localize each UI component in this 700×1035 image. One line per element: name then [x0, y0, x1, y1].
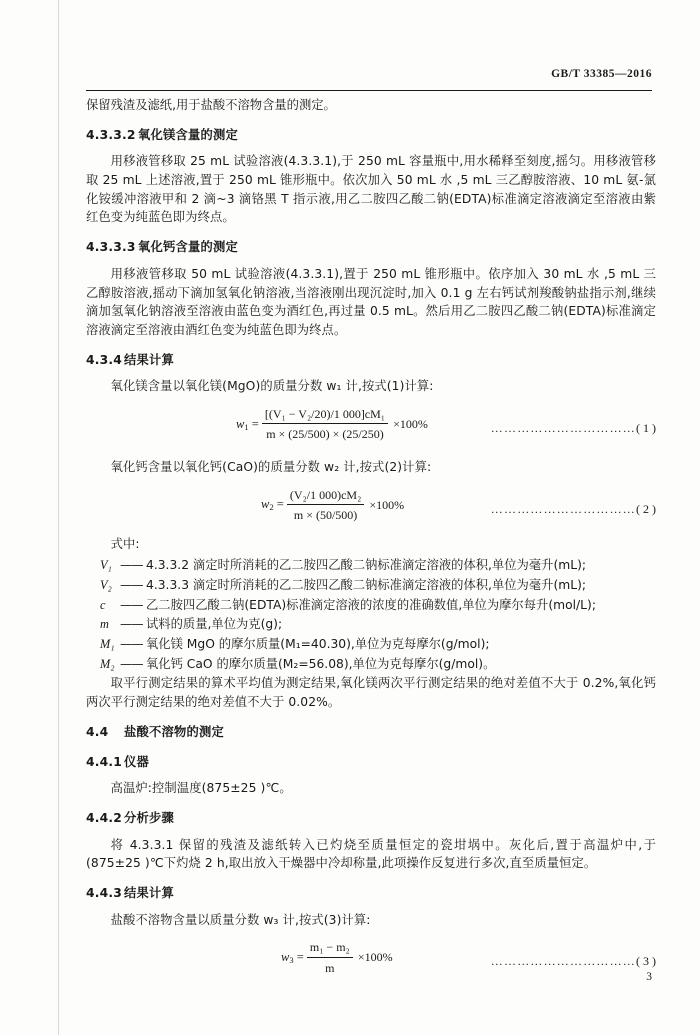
definition-item — [86, 576, 656, 595]
formula-1-lhs: w1 = — [236, 416, 259, 432]
formula-1-fraction — [262, 405, 388, 443]
heading-4-3-3-2 — [86, 126, 656, 145]
page-header — [86, 68, 670, 90]
definition-dash: —— — [120, 558, 143, 573]
definition-text: 乙二胺四乙酸二钠(EDTA)标准滴定溶液的浓度的准确数值,单位为摩尔每升(mol/L); — [146, 597, 596, 612]
paragraph-4-4-1: 高温炉:控制温度(875±25 )℃。 — [110, 781, 292, 796]
heading-4-3-3-2-number: 4.3.3.2 — [86, 127, 136, 142]
definition-text: 氧化钙 CaO 的摩尔质量(M₂=56.08),单位为克每摩尔(g/mol)。 — [146, 656, 496, 671]
definition-text: 氧化镁 MgO 的摩尔质量(M₁=40.30),单位为克每摩尔(g/mol); — [146, 637, 490, 652]
header-divider — [86, 90, 652, 91]
formula-2-fraction — [287, 486, 364, 524]
definition-symbol: M₂ — [100, 656, 115, 671]
heading-4-4-number: 4.4 — [86, 724, 109, 739]
heading-4-3-4 — [86, 351, 656, 370]
heading-4-4-2 — [86, 809, 656, 828]
formula-3-denominator: m — [325, 960, 335, 975]
formula-1 — [236, 405, 428, 443]
heading-4-3-3-3-number: 4.3.3.3 — [86, 240, 136, 255]
heading-4-3-4-number: 4.3.4 — [86, 352, 123, 367]
formula-2-denominator: m × (50/500) — [293, 507, 358, 522]
definition-dash: —— — [120, 578, 143, 592]
heading-4-4-1-number: 4.4.1 — [86, 754, 123, 769]
definition-symbol: M₁ — [100, 637, 115, 652]
formula-2-number: ……………………………( 2 ) — [490, 501, 656, 516]
heading-4-4-3-number: 4.4.3 — [86, 885, 123, 900]
formula-2 — [261, 486, 404, 524]
formula-3 — [281, 938, 393, 976]
heading-4-4-1-title: 仪器 — [124, 754, 149, 769]
heading-4-4-2-title: 分析步骤 — [124, 810, 174, 825]
definition-item — [86, 655, 656, 674]
paragraph-4-4-2: 将 4.3.3.1 保留的残渣及滤纸转入已灼烧至质量恒定的瓷坩埚中。灰化后,置于高温炉中,于(875±25 )℃下灼烧 2 h,取出放入干燥器中冷却称量,此项操作反复进行多次,直至质量恒定。 — [86, 837, 656, 871]
where-label: 式中: — [110, 536, 140, 551]
symbol-definition-list — [86, 556, 656, 673]
definition-text: 4.3.3.3 滴定时所消耗的乙二胺四乙酸二钠标准滴定溶液的体积,单位为毫升(mL); — [146, 578, 587, 592]
definition-symbol: c — [100, 597, 106, 612]
paragraph-cao-intro: 氧化钙含量以氧化钙(CaO)的质量分数 w₂ 计,按式(2)计算: — [110, 459, 432, 474]
heading-4-4-1 — [86, 753, 656, 772]
paragraph-4-3-3-3: 用移液管移取 50 mL 试验溶液(4.3.3.1),置于 250 mL 锥形瓶中。依序加入 30 mL 水 ,5 mL 三乙醇胺溶液,摇动下滴加氢氧化钠溶液,当溶液刚出现沉淀时,加入 0.1 g 左右钙试剂羧酸钠盐指示剂,继续滴加氢氧化钠溶液至溶液由蓝色变为酒红色,再过量 0.5 mL。然后用乙二胺四乙酸二钠(EDTA)标准滴定溶液滴定至溶液由酒红色变为纯蓝色即为终点。 — [86, 266, 656, 337]
heading-4-4-3 — [86, 884, 656, 903]
heading-4-4-3-title: 结果计算 — [124, 885, 174, 900]
page-number: 3 — [646, 971, 652, 983]
definition-symbol: V₁ — [100, 558, 112, 573]
formula-3-number: ……………………………( 3 ) — [490, 954, 656, 969]
definition-dash: —— — [120, 597, 143, 612]
formula-1-denominator: m × (25/500) × (25/250) — [266, 427, 384, 442]
paragraph-mgo-intro: 氧化镁含量以氧化镁(MgO)的质量分数 w₁ 计,按式(1)计算: — [110, 379, 434, 394]
document-body — [86, 96, 656, 985]
heading-4-3-3-3 — [86, 238, 656, 257]
formula-1-tail: ×100% — [393, 417, 428, 432]
paragraph-top: 保留残渣及滤纸,用于盐酸不溶物含量的测定。 — [86, 98, 336, 112]
definition-symbol: m — [100, 617, 109, 632]
formula-2-numerator: (V₂/1 000)cM₂ — [287, 486, 364, 505]
definition-dash: —— — [120, 637, 143, 652]
formula-3-tail: ×100% — [357, 950, 393, 965]
heading-4-3-3-2-title: 氧化镁含量的测定 — [138, 127, 238, 142]
left-margin-rule — [58, 0, 59, 1035]
formula-3-fraction — [307, 938, 353, 976]
formula-1-number: ……………………………( 1 ) — [490, 420, 656, 435]
definition-item — [86, 596, 656, 615]
formula-3-lhs: w3 = — [281, 950, 304, 966]
heading-4-4-title: 盐酸不溶物的测定 — [124, 724, 224, 739]
formula-2-row — [86, 486, 656, 526]
definition-item — [86, 556, 656, 575]
formula-3-numerator: m₁ − m₂ — [307, 938, 353, 957]
formula-1-numerator: [(V₁ − V₂/20)/1 000]cM₁ — [262, 405, 388, 424]
heading-4-4-2-number: 4.4.2 — [86, 810, 123, 825]
heading-4-4 — [86, 723, 656, 742]
formula-2-lhs: w2 = — [261, 497, 284, 513]
definition-item — [86, 615, 656, 634]
definition-dash: —— — [120, 656, 143, 671]
paragraph-4-4-3: 盐酸不溶物含量以质量分数 w₃ 计,按式(3)计算: — [110, 912, 371, 927]
heading-4-3-4-title: 结果计算 — [124, 352, 174, 367]
paragraph-precision: 取平行测定结果的算术平均值为测定结果,氧化镁两次平行测定结果的绝对差值不大于 0.2%,氧化钙两次平行测定结果的绝对差值不大于 0.02%。 — [86, 676, 656, 710]
paragraph-4-3-3-2: 用移液管移取 25 mL 试验溶液(4.3.3.1),于 250 mL 容量瓶中,用水稀释至刻度,摇匀。用移液管移取 25 mL 上述溶液,置于 250 mL 锥形瓶中。依次加入 50 mL 水 ,5 mL 三乙醇胺溶液、10 mL 氨-氯化铵缓冲溶液甲和 2 滴~3 滴铬黑 T 指示液,用乙二胺四乙酸二钠(EDTA)标准滴定溶液滴定至溶液由紫红色变为纯蓝色即为终点。 — [86, 154, 656, 225]
formula-2-tail: ×100% — [369, 497, 405, 512]
formula-1-row — [86, 405, 656, 449]
definition-symbol: V₂ — [100, 578, 112, 592]
standard-number: GB/T 33385—2016 — [551, 68, 652, 80]
definition-dash: —— — [120, 617, 143, 632]
definition-text: 4.3.3.2 滴定时所消耗的乙二胺四乙酸二钠标准滴定溶液的体积,单位为毫升(mL); — [146, 558, 587, 573]
definition-item — [86, 635, 656, 654]
heading-4-3-3-3-title: 氧化钙含量的测定 — [138, 240, 238, 255]
definition-text: 试料的质量,单位为克(g); — [146, 617, 283, 632]
formula-3-row — [86, 938, 656, 976]
